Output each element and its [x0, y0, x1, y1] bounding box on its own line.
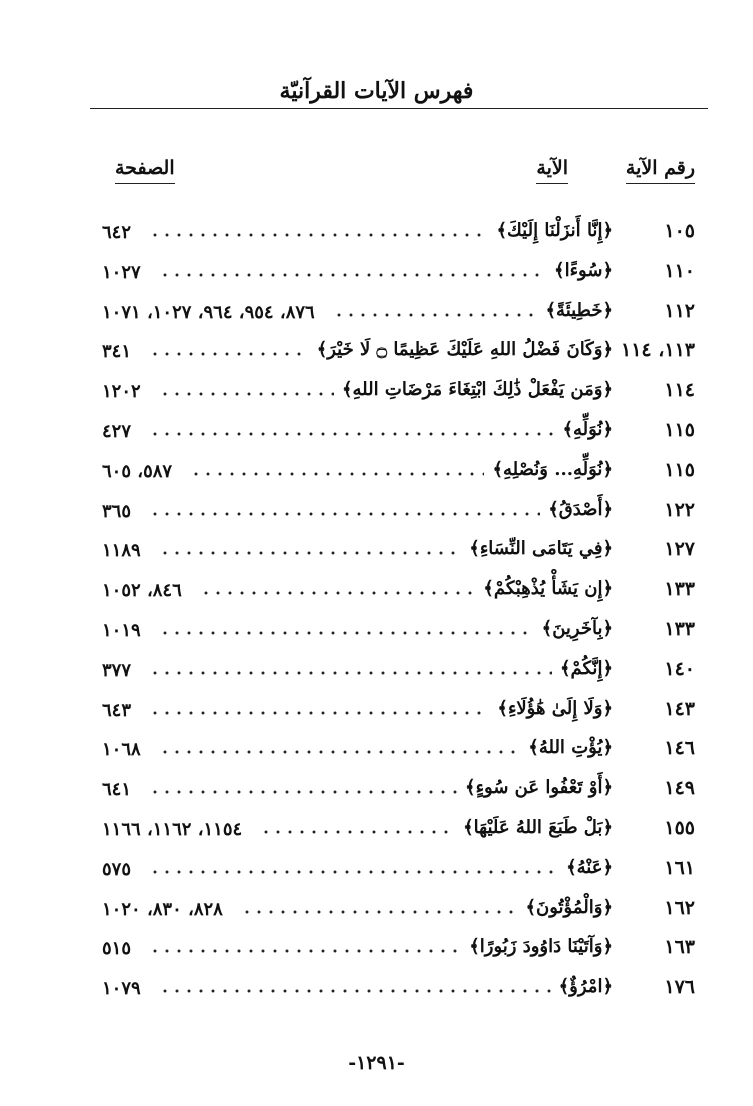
verse-text: ﴿بَلْ طَبَعَ اللهُ عَلَيْهَا﴾	[463, 817, 613, 838]
page-ref: ١٠١٩	[102, 620, 141, 641]
column-header-verse: الآية	[536, 157, 568, 184]
leader-dots	[241, 909, 518, 915]
page-header-title: فهرس الآيات القرآنيّة	[279, 78, 474, 104]
leader-dots	[159, 272, 546, 278]
leader-dots	[200, 590, 476, 596]
verse-text: ﴿إِنَّكُمْ﴾	[559, 657, 613, 679]
leader-dots	[159, 630, 534, 636]
page-ref: ٥١٥	[102, 938, 132, 960]
leader-dots	[159, 749, 521, 755]
leader-dots	[149, 789, 457, 795]
leader-dots	[149, 511, 540, 517]
table-row	[0, 618, 753, 658]
verse-number: ١٦٢	[664, 896, 695, 919]
leader-dots	[333, 312, 538, 318]
page-ref: ١١٥٤، ١١٦٢، ١١٦٦	[102, 819, 243, 840]
verse-number: ١١٤	[664, 379, 695, 402]
leader-dots	[159, 550, 462, 556]
verse-text: ﴿أَصْدَقُ﴾	[548, 498, 613, 520]
verse-number: ١٠٥	[664, 220, 695, 242]
page-ref: ٣٧٧	[102, 659, 132, 681]
header-rule	[90, 108, 708, 109]
page-ref: ٥٧٥	[102, 858, 132, 880]
table-row	[0, 737, 753, 777]
leader-dots	[149, 670, 552, 676]
verse-number: ١٤٠	[664, 657, 695, 680]
verse-number: ١١٥	[664, 419, 695, 441]
verse-number: ١٦٣	[664, 936, 695, 959]
page-ref: ٤٢٧	[102, 421, 132, 442]
verse-number: ١١٥	[664, 458, 695, 481]
page-ref: ١١٨٩	[102, 540, 141, 562]
verse-text: ﴿وَلَا إِلَىٰ هَٰؤُلَاءِ﴾	[497, 697, 613, 719]
page-ref: ٣٦٥	[102, 500, 132, 522]
table-row	[0, 379, 753, 419]
verse-text: ﴿نُوَلِّهِ﴾	[562, 419, 613, 440]
verse-number: ١٤٣	[664, 697, 695, 720]
verse-number: ١٣٣	[664, 578, 695, 601]
page-ref: ١٢٠٢	[102, 381, 141, 403]
table-row	[0, 976, 753, 1016]
verse-text: ﴿أَوْ تَعْفُوا عَن سُوءٍ﴾	[465, 777, 613, 799]
leader-dots	[149, 948, 461, 954]
leader-dots	[190, 471, 484, 477]
verse-number: ١١٣، ١١٤	[621, 339, 695, 362]
table-row	[0, 499, 753, 539]
verse-text: ﴿سُوءًا﴾	[554, 259, 613, 281]
table-row	[0, 260, 753, 300]
leader-dots	[159, 988, 551, 994]
page-ref: ١٠٧٩	[102, 978, 141, 1000]
verse-text: ﴿وَكَانَ فَضْلُ اللهِ عَلَيْكَ عَظِيمًا ۝ لَا خَيْرَ﴾	[316, 339, 613, 361]
verse-text: ﴿يُؤْتِ اللهُ﴾	[528, 737, 613, 759]
table-row	[0, 459, 753, 499]
verse-text: ﴿وَمَن يَفْعَلْ ذَٰلِكَ ابْتِغَاءَ مَرْضَاتِ اللهِ﴾	[341, 379, 613, 401]
column-header-page: الصفحة	[115, 157, 175, 184]
verse-number: ١١٠	[664, 259, 695, 282]
verse-text: ﴿خَطِيئَةً﴾	[545, 299, 613, 321]
leader-dots	[149, 351, 309, 357]
leader-dots	[149, 710, 489, 716]
verse-number: ١٢٧	[664, 538, 695, 561]
verse-number: ١٥٥	[664, 817, 695, 839]
table-row	[0, 419, 753, 459]
leader-dots	[159, 391, 334, 397]
page-ref: ٦٤٣	[102, 699, 132, 721]
page-ref: ٨٤٦، ١٠٥٢	[102, 580, 182, 602]
leader-dots	[149, 431, 554, 437]
table-row	[0, 339, 753, 379]
verse-text: ﴿امْرُؤٌ﴾	[558, 976, 613, 998]
page-ref: ٦٤١	[102, 779, 132, 801]
verse-text: ﴿وَآتَيْنَا دَاوُودَ زَبُورًا﴾	[469, 936, 613, 958]
page-ref: ١٠٦٨	[102, 739, 141, 761]
table-row	[0, 777, 753, 817]
table-row	[0, 698, 753, 738]
verse-number: ١٦١	[664, 856, 695, 879]
table-row	[0, 220, 753, 260]
leader-dots	[260, 829, 455, 835]
table-row	[0, 817, 753, 857]
verse-number: ١٣٣	[664, 618, 695, 640]
verse-text: ﴿نُوَلِّهِ... وَنُصْلِهِ﴾	[492, 458, 613, 480]
table-row	[0, 578, 753, 618]
verse-number: ١١٢	[664, 299, 695, 322]
column-header-number: رقم الآية	[626, 157, 695, 184]
page-ref: ٨٧٦، ٩٥٤، ٩٦٤، ١٠٢٧، ١٠٧١	[102, 301, 315, 323]
table-row	[0, 658, 753, 698]
verse-text: ﴿إِنَّا أَنزَلْنَا إِلَيْكَ﴾	[496, 220, 613, 241]
verse-number: ١٧٦	[664, 976, 695, 999]
page-number: -١٢٩١-	[348, 1052, 405, 1074]
table-row	[0, 897, 753, 937]
page-ref: ٣٤١	[102, 341, 132, 363]
verse-number: ١٢٢	[664, 498, 695, 521]
page-ref: ٦٤٢	[102, 222, 132, 243]
verse-number: ١٤٩	[664, 777, 695, 800]
table-row	[0, 300, 753, 340]
leader-dots	[149, 869, 558, 875]
leader-dots	[149, 232, 488, 238]
verse-number: ١٤٦	[664, 737, 695, 760]
verse-text: ﴿وَالْمُؤْتُونَ﴾	[525, 896, 613, 918]
verse-text: ﴿فِي يَتَامَى النِّسَاءِ﴾	[469, 538, 613, 560]
page-ref: ٨٢٨، ٨٣٠، ١٠٢٠	[102, 898, 223, 920]
verse-text: ﴿إِن يَشَأْ يُذْهِبْكُمْ﴾	[483, 578, 613, 600]
verse-text: ﴿عَنْهُ﴾	[566, 856, 613, 878]
table-row	[0, 538, 753, 578]
verse-text: ﴿بِآخَرِينَ﴾	[541, 618, 613, 639]
table-row	[0, 857, 753, 897]
page-ref: ١٠٢٧	[102, 261, 141, 283]
page-ref: ٥٨٧، ٦٠٥	[102, 460, 173, 482]
table-row	[0, 936, 753, 976]
